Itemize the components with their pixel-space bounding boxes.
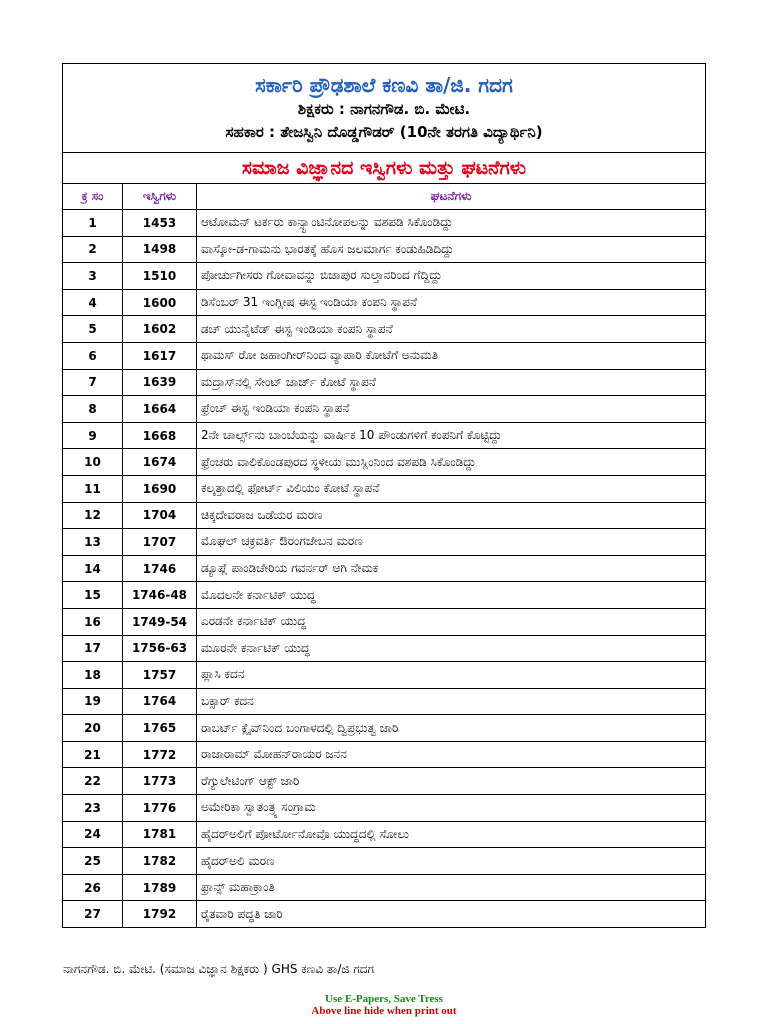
year-cell: 1781	[123, 821, 197, 848]
event-cell: ಹೈದರ್‌ಅಲಿ ಮರಣ	[197, 848, 706, 875]
event-cell: ಅಮೇರಿಕಾ ಸ್ವಾತಂತ್ರ್ಯ ಸಂಗ್ರಾಮ	[197, 795, 706, 822]
event-cell: ಡಚ್ ಯುನೈಟೆಡ್ ಈಸ್ಟ ಇಂಡಿಯಾ ಕಂಪನಿ ಸ್ಥಾಪನೆ	[197, 316, 706, 343]
event-cell: ಮೂರನೇ ಕರ್ನಾಟಿಕ್ ಯುದ್ಧ	[197, 635, 706, 662]
event-cell: ಮದ್ರಾಸ್‌ನಲ್ಲಿ ಸೇಂಟ್ ಜಾರ್ಜ್ ಕೋಟೆ ಸ್ಥಾಪನೆ	[197, 369, 706, 396]
eco-note: Use E-Papers, Save Tress	[325, 993, 443, 1005]
year-cell: 1602	[123, 316, 197, 343]
event-cell: ಡ್ಯೂಪ್ಲೆ ಪಾಂಡಿಚೇರಿಯ ಗವರ್ನರ್ ಆಗಿ ನೇಮಕ	[197, 555, 706, 582]
event-cell: ಪ್ಲಾಸಿ ಕದನ	[197, 662, 706, 689]
event-cell: ಆಟೋಮನ್ ಟರ್ಕರು ಕಾನ್ಸ್ಟಾಂಟಿನೋಪಲನ್ನು ವಶಪಡಿ ಸಿಕೊಂಡಿದ್ದು	[197, 210, 706, 237]
year-cell: 1707	[123, 529, 197, 556]
year-cell: 1453	[123, 210, 197, 237]
event-cell: ರಾಬರ್ಟ್ ಕ್ಲೈವ್‌ನಿಂದ ಬಂಗಾಳದಲ್ಲಿ ದ್ವಿಪ್ರಭುತ್ವ ಜಾರಿ	[197, 715, 706, 742]
year-cell: 1617	[123, 342, 197, 369]
year-cell: 1757	[123, 662, 197, 689]
year-cell: 1510	[123, 263, 197, 290]
table-row	[63, 795, 706, 822]
event-cell: ರೆಗ್ಯುಲೇಟಿಂಗ್ ಆಕ್ಟ್ ಜಾರಿ	[197, 768, 706, 795]
table-row	[63, 874, 706, 901]
event-cell: ಬಕ್ಸಾರ್ ಕದನ	[197, 688, 706, 715]
serial-cell: 21	[63, 741, 123, 768]
table-row	[63, 422, 706, 449]
column-header-event: ಘಟನೆಗಳು	[197, 184, 706, 210]
serial-cell: 3	[63, 263, 123, 290]
column-header-serial: ಕ್ರ ಸಂ	[63, 184, 123, 210]
year-cell: 1704	[123, 502, 197, 529]
year-cell: 1668	[123, 422, 197, 449]
table-row	[63, 582, 706, 609]
year-cell: 1664	[123, 396, 197, 423]
year-cell: 1776	[123, 795, 197, 822]
year-cell: 1756-63	[123, 635, 197, 662]
table-row	[63, 635, 706, 662]
serial-cell: 15	[63, 582, 123, 609]
table-row	[63, 688, 706, 715]
event-cell: ಚಿಕ್ಕದೇವರಾಜ ಒಡೆಯರ ಮರಣ	[197, 502, 706, 529]
year-cell: 1749-54	[123, 608, 197, 635]
year-cell: 1690	[123, 475, 197, 502]
serial-cell: 20	[63, 715, 123, 742]
year-cell: 1600	[123, 289, 197, 316]
serial-cell: 13	[63, 529, 123, 556]
teacher-line: ಶಿಕ್ಷಕರು : ನಾಗನಗೌಡ. ಬಿ. ಮೇಟಿ.	[297, 100, 471, 118]
serial-cell: 11	[63, 475, 123, 502]
year-cell: 1789	[123, 874, 197, 901]
column-header-year: ಇಸ್ವಿಗಳು	[123, 184, 197, 210]
table-row	[63, 449, 706, 476]
table-row	[63, 289, 706, 316]
event-cell: ಫ್ರೆಂಚ್ ಈಸ್ಟ ಇಂಡಿಯಾ ಕಂಪನಿ ಸ್ಥಾಪನೆ	[197, 396, 706, 423]
table-row	[63, 821, 706, 848]
serial-cell: 7	[63, 369, 123, 396]
event-cell: ವಾಸ್ಕೋ-ಡ-ಗಾಮನು ಭಾರತಕ್ಕೆ ಹೊಸ ಜಲಮಾರ್ಗ ಕಂಡುಹಿಡಿದಿದ್ದು	[197, 236, 706, 263]
serial-cell: 16	[63, 608, 123, 635]
serial-cell: 19	[63, 688, 123, 715]
serial-cell: 4	[63, 289, 123, 316]
year-cell: 1772	[123, 741, 197, 768]
year-cell: 1498	[123, 236, 197, 263]
year-cell: 1765	[123, 715, 197, 742]
serial-cell: 10	[63, 449, 123, 476]
document-sheet	[62, 63, 705, 928]
table-row	[63, 236, 706, 263]
year-cell: 1782	[123, 848, 197, 875]
school-header	[63, 64, 706, 153]
table-row	[63, 662, 706, 689]
year-cell: 1792	[123, 901, 197, 928]
table-row	[63, 475, 706, 502]
serial-cell: 1	[63, 210, 123, 237]
serial-cell: 23	[63, 795, 123, 822]
document-title-banner: ಸಮಾಜ ವಿಜ್ಞಾನದ ಇಸ್ವಿಗಳು ಮತ್ತು ಘಟನೆಗಳು	[63, 153, 706, 184]
event-cell: ರೈತವಾರಿ ಪದ್ಧತಿ ಜಾರಿ	[197, 901, 706, 928]
table-row	[63, 901, 706, 928]
table-row	[63, 210, 706, 237]
event-cell: ಹೈದರ್‌ಅಲಿಗೆ ಪೋರ್ಟೋನೋವೊ ಯುದ್ಧದಲ್ಲಿ ಸೋಲು	[197, 821, 706, 848]
serial-cell: 6	[63, 342, 123, 369]
column-header-row	[63, 184, 706, 210]
table-row	[63, 396, 706, 423]
year-cell: 1773	[123, 768, 197, 795]
serial-cell: 14	[63, 555, 123, 582]
serial-cell: 5	[63, 316, 123, 343]
serial-cell: 27	[63, 901, 123, 928]
event-cell: ಮೊಘಲ್ ಚಕ್ರವರ್ತಿ ಔರಂಗಜೇಬನ ಮರಣ	[197, 529, 706, 556]
event-cell: ಎರಡನೇ ಕರ್ನಾಟಿಕ್ ಯುದ್ಧ	[197, 608, 706, 635]
table-row	[63, 741, 706, 768]
table-row	[63, 608, 706, 635]
table-row	[63, 555, 706, 582]
year-cell: 1746	[123, 555, 197, 582]
serial-cell: 26	[63, 874, 123, 901]
serial-cell: 24	[63, 821, 123, 848]
table-row	[63, 263, 706, 290]
events-table	[62, 63, 706, 928]
year-cell: 1764	[123, 688, 197, 715]
table-row	[63, 848, 706, 875]
serial-cell: 18	[63, 662, 123, 689]
event-cell: ಮೊದಲನೇ ಕರ್ನಾಟಿಕ್ ಯುದ್ಧ	[197, 582, 706, 609]
serial-cell: 25	[63, 848, 123, 875]
year-cell: 1639	[123, 369, 197, 396]
assistant-line: ಸಹಕಾರ : ತೇಜಸ್ವಿನಿ ದೊಡ್ಡಗೌಡರ್ (10ನೇ ತರಗತಿ ವಿದ್ಯಾರ್ಥಿನಿ)	[225, 123, 543, 141]
year-cell: 1746-48	[123, 582, 197, 609]
event-cell: ಕಲ್ಕತ್ತಾದಲ್ಲಿ ಫೋರ್ಟ್ ವಿಲಿಯಂ ಕೋಟೆ ಸ್ಥಾಪನೆ	[197, 475, 706, 502]
serial-cell: 9	[63, 422, 123, 449]
table-row	[63, 529, 706, 556]
print-note: Above line hide when print out	[311, 1005, 457, 1017]
event-cell: ಡಿಸೆಂಬರ್ 31 ಇಂಗ್ಲೀಷ ಈಸ್ಟ ಇಂಡಿಯಾ ಕಂಪನಿ ಸ್ಥಾಪನೆ	[197, 289, 706, 316]
table-row	[63, 342, 706, 369]
author-footer: ನಾಗನಗೌಡ. ಬಿ. ಮೇಟಿ. (ಸಮಾಜ ವಿಜ್ಞಾನ ಶಿಕ್ಷಕರು ) GHS ಕಣವಿ ತಾ/ಜಿ ಗದಗ	[63, 962, 375, 976]
table-row	[63, 369, 706, 396]
school-title: ಸರ್ಕಾರಿ ಪ್ರೌಢಶಾಲೆ ಕಣವಿ ತಾ/ಜಿ. ಗದಗ	[255, 73, 513, 97]
event-cell: 2ನೇ ಚಾರ್ಲ್ಸ್‌ನು ಬಾಂಬೆಯನ್ನು ವಾರ್ಷಿಕ 10 ಪೌಂಡುಗಳಿಗೆ ಕಂಪನಿಗೆ ಕೊಟ್ಟಿದ್ದು	[197, 422, 706, 449]
table-row	[63, 715, 706, 742]
table-row	[63, 502, 706, 529]
event-cell: ಫ್ರಾನ್ಸ್ ಮಹಾಕ್ರಾಂತಿ	[197, 874, 706, 901]
serial-cell: 2	[63, 236, 123, 263]
event-cell: ಫ್ರೆಂಚರು ವಾಲಿಕೊಂಡಪುರದ ಸ್ಥಳೀಯ ಮುಸ್ಲಿಂನಿಂದ ವಶಪಡಿ ಸಿಕೊಂಡಿದ್ದು	[197, 449, 706, 476]
serial-cell: 17	[63, 635, 123, 662]
event-cell: ಥಾಮಸ್ ರೋ ಜಹಾಂಗೀರ್‌ನಿಂದ ವ್ಯಾಪಾರಿ ಕೋಟೆಗೆ ಅನುಮತಿ	[197, 342, 706, 369]
year-cell: 1674	[123, 449, 197, 476]
table-row	[63, 768, 706, 795]
event-cell: ಪೋರ್ಚುಗೀಸರು ಗೋವಾವನ್ನು ಬಿಜಾಪುರ ಸುಲ್ತಾನರಿಂದ ಗೆದ್ದಿದ್ದು	[197, 263, 706, 290]
serial-cell: 8	[63, 396, 123, 423]
serial-cell: 12	[63, 502, 123, 529]
table-row	[63, 316, 706, 343]
event-cell: ರಾಜಾರಾಮ್ ಮೋಹನ್‌ರಾಯರ ಜನನ	[197, 741, 706, 768]
serial-cell: 22	[63, 768, 123, 795]
